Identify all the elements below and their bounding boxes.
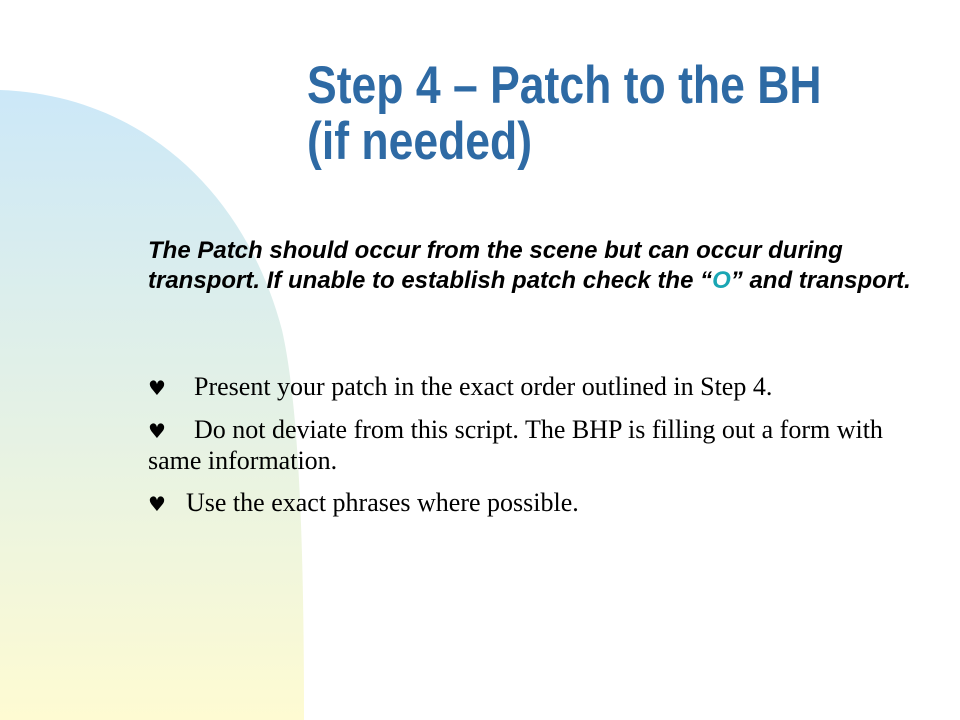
intro-text-end: ” and transport. [730, 267, 911, 294]
bullet-list [148, 372, 928, 531]
intro-text-start: The Patch should occur from the scene but can occur during transport. If unable to establish patch check the “ [148, 237, 843, 294]
heart-icon: ♥ [148, 492, 166, 516]
slide-title-line-2: (if needed) [307, 112, 533, 171]
slide-title [307, 58, 845, 170]
heart-icon: ♥ [148, 376, 166, 400]
bullet-text: Do not deviate from this script. The BHP is filling out a form with same information. [148, 415, 883, 475]
bullet-item [148, 488, 928, 519]
bullet-text: Use the exact phrases where possible. [186, 488, 579, 517]
decorative-side-arc [0, 0, 320, 720]
heart-icon: ♥ [148, 419, 166, 443]
slide-title-line-1: Step 4 – Patch to the BH [307, 56, 822, 115]
bullet-item [148, 415, 928, 476]
bullet-item [148, 372, 928, 403]
intro-paragraph [148, 236, 948, 296]
bullet-text: Present your patch in the exact order outlined in Step 4. [194, 372, 773, 401]
o-glyph: O [712, 267, 731, 294]
